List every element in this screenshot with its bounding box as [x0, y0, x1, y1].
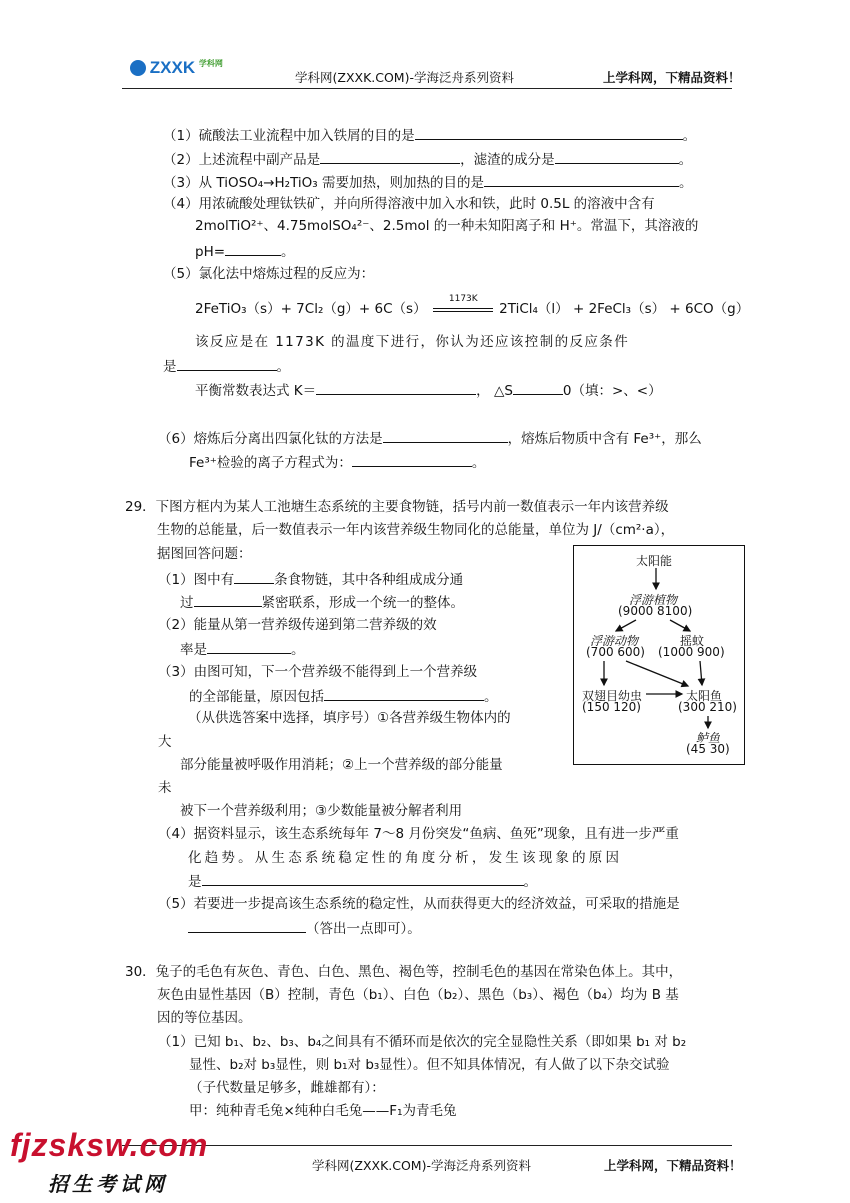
- q28-line-6a: （6）熔炼后分离出四氯化钛的方法是 ，熔炼后物质中含有 Fe³⁺，那么: [158, 428, 702, 448]
- q29-sub3d: 大: [158, 734, 172, 750]
- q29-sub3g: 被下一个营养级利用；③少数能量被分解者利用: [180, 803, 463, 819]
- logo-sub: 学科网: [198, 59, 223, 68]
- q28-line-5b: 该反应是在 1173K 的温度下进行，你认为还应该控制的反应条件: [195, 334, 630, 350]
- fw-plant: 浮游植物: [629, 593, 678, 607]
- q30-line-7: 甲：纯种青毛兔×纯种白毛兔——F₁为青毛兔: [189, 1103, 457, 1119]
- q28-line-5: （5）氯化法中熔炼过程的反应为：: [163, 266, 375, 282]
- q30-line-5: 显性、b₂对 b₃显性，则 b₁对 b₃显性）。但不知具体情况，有人做了以下杂交试验: [189, 1057, 670, 1073]
- fw-fish-vals: (300 210): [678, 700, 737, 714]
- q30-line-6: （子代数量足够多，雌雄都有）：: [189, 1080, 385, 1096]
- q29-line-3: 据图回答问题：: [157, 546, 252, 562]
- fw-shaking-vals: (1000 900): [658, 645, 725, 659]
- fw-sun: 太阳能: [636, 554, 673, 568]
- fw-zoo-vals: (700 600): [586, 645, 645, 659]
- q28-line-5d: 平衡常数表达式 K＝ ， △S 0（填：>、<）: [195, 380, 662, 400]
- fw-perch: 鲈鱼: [696, 731, 721, 745]
- arrow-shaking-fish: [700, 661, 702, 685]
- fw-zoo: 浮游动物: [590, 634, 639, 648]
- fw-shaking: 摇蚊: [680, 634, 705, 648]
- q28-line-4a: （4）用浓硫酸处理钛铁矿，并向所得溶液中加入水和铁，此时 0.5L 的溶液中含有: [163, 196, 655, 212]
- header-rule: [122, 88, 732, 89]
- q29-sub2a: （2）能量从第一营养级传递到第二营养级的效: [158, 617, 437, 633]
- arrow-plant-shaking: [670, 620, 690, 631]
- fw-shrimp: 双翅目幼虫: [582, 689, 643, 703]
- q28-line-3: （3）从 TiOSO₄→H₂TiO₃ 需要加热，则加热的目的是 。: [163, 172, 692, 192]
- q29-sub2b: 率是 。: [180, 639, 305, 659]
- q29-sub3f: 未: [158, 780, 172, 796]
- q30-line-4: （1）已知 b₁、b₂、b₃、b₄之间具有不循环而是依次的完全显隐性关系（即如果 b₁ 对 b₂: [158, 1034, 687, 1050]
- header-center: 学科网(ZXXK.COM)-学海泛舟系列资料: [295, 70, 514, 85]
- watermark-subtitle: 招生考试网: [48, 1172, 168, 1196]
- logo-text: ZXXK: [149, 58, 196, 77]
- q29-sub5a: （5）若要进一步提高该生态系统的稳定性，从而获得更大的经济效益，可采取的措施是: [158, 896, 680, 912]
- arrow-zoo-fish: [626, 661, 688, 686]
- q28-line-2: （2）上述流程中副产品是 ，滤渣的成分是 。: [163, 149, 692, 169]
- header-logo: [130, 58, 223, 78]
- q29-line-2: 生物的总能量，后一数值表示一年内该营养级生物同化的总能量，单位为 J/（cm²·a），: [157, 522, 675, 538]
- header-right: 上学科网，下精品资料！: [603, 70, 741, 85]
- footer-right: 上学科网，下精品资料！: [604, 1158, 742, 1173]
- q28-line-6c: Fe³⁺检验的离子方程式为： 。: [189, 452, 485, 472]
- q29-sub1a: （1）图中有 条食物链，其中各种组成成分通: [158, 569, 463, 589]
- watermark-site: fjzsksw.com: [10, 1127, 209, 1163]
- logo-icon: [130, 60, 146, 76]
- q29-sub1b: 过 紧密联系，形成一个统一的整体。: [180, 592, 464, 612]
- q28-line-1: （1）硫酸法工业流程中加入铁屑的目的是 。: [163, 125, 696, 145]
- eq-arrow: 1173K: [431, 300, 495, 318]
- footer-center: 学科网(ZXXK.COM)-学海泛舟系列资料: [312, 1158, 531, 1173]
- fw-perch-vals: (45 30): [686, 742, 730, 756]
- q29-sub3a: （3）由图可知，下一个营养级不能得到上一个营养级: [158, 664, 478, 680]
- q28-line-4b: 2molTiO²⁺、4.75molSO₄²⁻、2.5mol 的一种未知阳离子和 H⁺。常温下，其溶液的: [195, 218, 699, 234]
- q30-line-3: 因的等位基因。: [157, 1010, 252, 1026]
- food-web-diagram: [573, 545, 745, 765]
- q29-sub5b: （答出一点即可）。: [188, 918, 421, 938]
- q28-line-5c: 是 。: [163, 356, 290, 376]
- arrow-plant-zoo: [616, 620, 636, 631]
- q29-sub4b: 化趋势。从生态系统稳定性的角度分析，发生该现象的原因: [188, 850, 623, 866]
- fw-fish: 太阳鱼: [686, 689, 723, 703]
- q29-sub3c: （从供选答案中选择，填序号）①各营养级生物体内的: [188, 710, 511, 726]
- q28-line-4c: pH= 。: [195, 241, 295, 261]
- eq-right: 2TiCl₄（l） + 2FeCl₃（s） + 6CO（g）: [499, 301, 750, 317]
- fw-arrows: [574, 546, 744, 764]
- q29-sub3e: 部分能量被呼吸作用消耗；②上一个营养级的部分能量: [180, 757, 503, 773]
- q29-sub4a: （4）据资料显示，该生态系统每年 7～8 月份突发“鱼病、鱼死”现象，且有进一步严重: [158, 826, 679, 842]
- eq-left: 2FeTiO₃（s）+ 7Cl₂（g）+ 6C（s）: [195, 301, 427, 317]
- reaction-equation: [195, 294, 750, 318]
- q29-sub3b: 的全部能量，原因包括 。: [189, 686, 498, 706]
- q29-line-1: 29．下图方框内为某人工池塘生态系统的主要食物链，括号内前一数值表示一年内该营养级: [125, 499, 669, 515]
- q29-sub4c: 是 。: [188, 871, 537, 891]
- fw-plant-vals: (9000 8100): [618, 604, 693, 618]
- fw-shrimp-vals: (150 120): [582, 700, 641, 714]
- q30-line-1: 30．兔子的毛色有灰色、青色、白色、黑色、褐色等，控制毛色的基因在常染色体上。其中，: [125, 964, 683, 980]
- q30-line-2: 灰色由显性基因（B）控制，青色（b₁）、白色（b₂）、黑色（b₃）、褐色（b₄）均为 B 基: [157, 987, 679, 1003]
- footer-rule: [122, 1145, 732, 1146]
